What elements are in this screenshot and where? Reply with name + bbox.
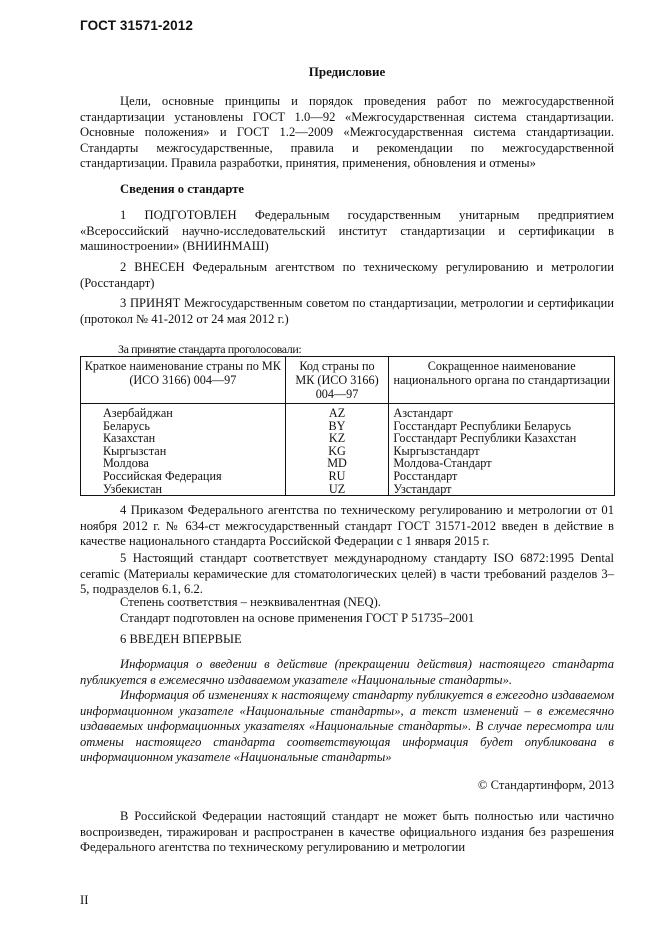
vote-table-caption: За принятие стандарта проголосовали:: [118, 342, 302, 356]
table-row: [81, 404, 615, 420]
country-name: Кыргызстан: [81, 445, 286, 458]
document-code-header: ГОСТ 31571-2012: [80, 18, 193, 33]
country-code: KG: [285, 445, 389, 458]
country-name: Азербайджан: [81, 404, 286, 420]
table-row: [81, 483, 615, 496]
table-row: [81, 432, 615, 445]
header-code: Код страны по МК (ИСО 3166) 004—97: [285, 357, 389, 404]
header-country: Краткое наименование страны по МК (ИСО 3166) 004—97: [81, 357, 286, 404]
country-code: AZ: [285, 404, 389, 420]
item-1-prepared: 1 ПОДГОТОВЛЕН Федеральным государственным унитарным предприятием «Всероссийский научно-исследовательский институт стандартизации и сертификации в машиностроении» (ВНИИНМАШ): [80, 208, 614, 253]
basis-standard: Стандарт подготовлен на основе применения ГОСТ Р 51735–2001: [120, 611, 475, 625]
reproduction-notice: В Российской Федерации настоящий стандарт не может быть полностью или частично воспроизведен, тиражирован и распространен в качестве официального издания без разрешения Федерального агентства по техническому регулированию и метрологии: [80, 809, 614, 854]
table-row: [81, 470, 615, 483]
item-6-introduced-first: 6 ВВЕДЕН ВПЕРВЫЕ: [120, 632, 242, 646]
item-4-order: 4 Приказом Федерального агентства по техническому регулированию и метрологии от 01 ноября 2012 г. № 634-ст межгосударственный стандарт ГОСТ 31571-2012 введен в действие в качестве национального стандарта Российской Федерации с 1 января 2015 г.: [80, 503, 614, 548]
country-name: Узбекистан: [81, 483, 286, 496]
info-changes-notice: Информация об изменениях к настоящему стандарту публикуется в ежегодно издаваемом информационном указателе «Национальные стандарты», а текст изменений – в ежемесячно издаваемых информационных указателях «Национальные стандарты». В случае пересмотра или отмены настоящего стандарта соответствующая информация будет опубликована в информационном указателе «Национальные стандарты»: [80, 688, 614, 764]
country-name: Беларусь: [81, 420, 286, 433]
item-5-conformity: 5 Настоящий стандарт соответствует международному стандарту ISO 6872:1995 Dental ceramic (Материалы керамические для стоматологических целей) в части требований разделов 3–5, подразделов 6.1, 6.2.: [80, 551, 614, 596]
standards-body: Узстандарт: [389, 483, 615, 496]
table-row: [81, 445, 615, 458]
info-heading: Сведения о стандарте: [120, 182, 244, 196]
standards-body: Госстандарт Республики Беларусь: [389, 420, 615, 433]
country-code: UZ: [285, 483, 389, 496]
header-standards-body: Сокращенное наименование национального органа по стандартизации: [389, 357, 615, 404]
country-name: Российская Федерация: [81, 470, 286, 483]
country-name: Казахстан: [81, 432, 286, 445]
country-code: RU: [285, 470, 389, 483]
country-code: KZ: [285, 432, 389, 445]
foreword-title: Предисловие: [308, 64, 386, 79]
page-number: II: [80, 893, 89, 907]
standards-body: Кыргызстандарт: [389, 445, 615, 458]
standards-body: Госстандарт Республики Казахстан: [389, 432, 615, 445]
vote-table: [80, 356, 615, 496]
copyright-line: © Стандартинформ, 2013: [477, 778, 614, 792]
item-2-introduced: 2 ВНЕСЕН Федеральным агентством по техническому регулированию и метрологии (Росстандарт): [80, 260, 614, 290]
country-code: BY: [285, 420, 389, 433]
standards-body: Молдова-Стандарт: [389, 457, 615, 470]
country-code: MD: [285, 457, 389, 470]
info-introduction-notice: Информация о введении в действие (прекращении действия) настоящего стандарта публикуется в ежемесячно издаваемом указателе «Национальные стандарты».: [80, 657, 614, 687]
item-3-adopted: 3 ПРИНЯТ Межгосударственным советом по стандартизации, метрологии и сертификации (протокол № 41-2012 от 24 мая 2012 г.): [80, 296, 614, 326]
intro-paragraph: Цели, основные принципы и порядок проведения работ по межгосударственной стандартизации установлены ГОСТ 1.0—92 «Межгосударственная система стандартизации. Основные положения» и ГОСТ 1.2—2009 «Межгосударственная система стандартизации. Стандарты межгосударственные, правила и рекомендации по межгосударственной стандартизации. Правила разработки, принятия, применения, обновления и отмены»: [80, 94, 614, 170]
standards-body: Росстандарт: [389, 470, 615, 483]
country-name: Молдова: [81, 457, 286, 470]
vote-table-header-row: [81, 357, 615, 404]
degree-of-conformity: Степень соответствия – неэквивалентная (NEQ).: [120, 595, 381, 609]
standards-body: Азстандарт: [389, 404, 615, 420]
